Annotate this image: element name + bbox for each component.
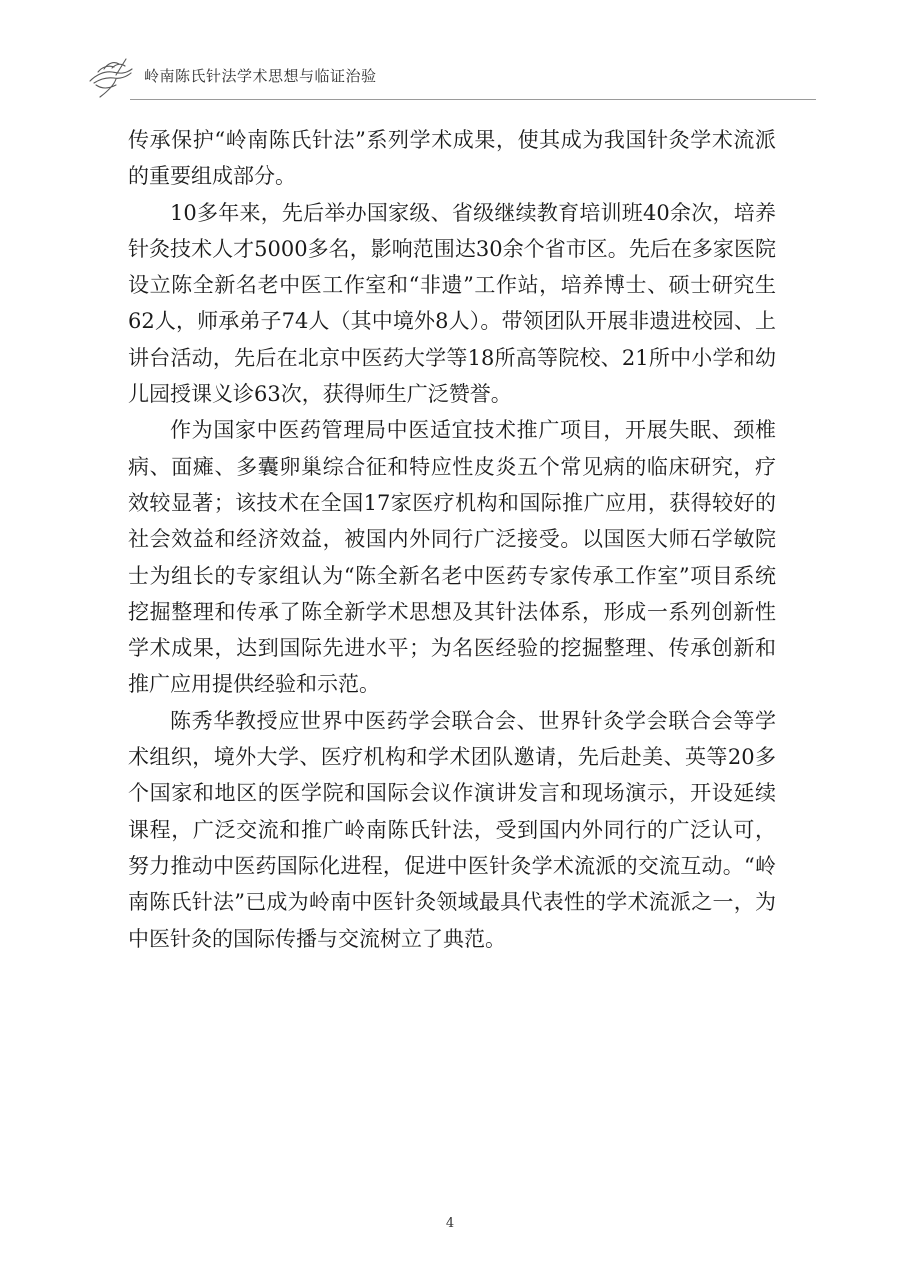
acupuncture-hand-icon [86, 55, 136, 101]
paragraph: 10多年来，先后举办国家级、省级继续教育培训班40余次，培养针灸技术人才5000多名，影响范围达30余个省市区。先后在多家医院设立陈全新名老中医工作室和“非遗”工作站，培养博士、硕士研究生62人，师承弟子74人（其中境外8人）。带领团队开展非遗进校园、上讲台活动，先后在北京中医药大学等18所高等院校、21所中小学和幼儿园授课义诊63次，获得师生广泛赞誉。 [128, 200, 776, 407]
paragraph: 陈秀华教授应世界中医药学会联合会、世界针灸学会联合会等学术组织，境外大学、医疗机构和学术团队邀请，先后赴美、英等20多个国家和地区的医学院和国际会议作演讲发言和现场演示，开设延续课程，广泛交流和推广岭南陈氏针法，受到国内外同行的广泛认可，努力推动中医药国际化进程，促进中医针灸学术流派的交流互动。“岭南陈氏针法”已成为岭南中医针灸领域最具代表性的学术流派之一，为中医针灸的国际传播与交流树立了典范。 [128, 708, 776, 951]
paragraph: 传承保护“岭南陈氏针法”系列学术成果，使其成为我国针灸学术流派的重要组成部分。 [128, 128, 776, 189]
page-number: 4 [445, 1216, 455, 1231]
running-title: 岭南陈氏针法学术思想与临证治验 [144, 67, 377, 85]
main-text [128, 122, 776, 957]
paragraph: 作为国家中医药管理局中医适宜技术推广项目，开展失眠、颈椎病、面瘫、多囊卵巢综合征和特应性皮炎五个常见病的临床研究，疗效较显著；该技术在全国17家医疗机构和国际推广应用，获得较好的社会效益和经济效益，被国内外同行广泛接受。以国医大师石学敏院士为组长的专家组认为“陈全新名老中医药专家传承工作室”项目系统挖掘整理和传承了陈全新学术思想及其针法体系，形成一系列创新性学术成果，达到国际先进水平；为名医经验的挖掘整理、传承创新和推广应用提供经验和示范。 [128, 418, 776, 697]
running-header [86, 55, 816, 105]
header-divider [130, 99, 816, 100]
